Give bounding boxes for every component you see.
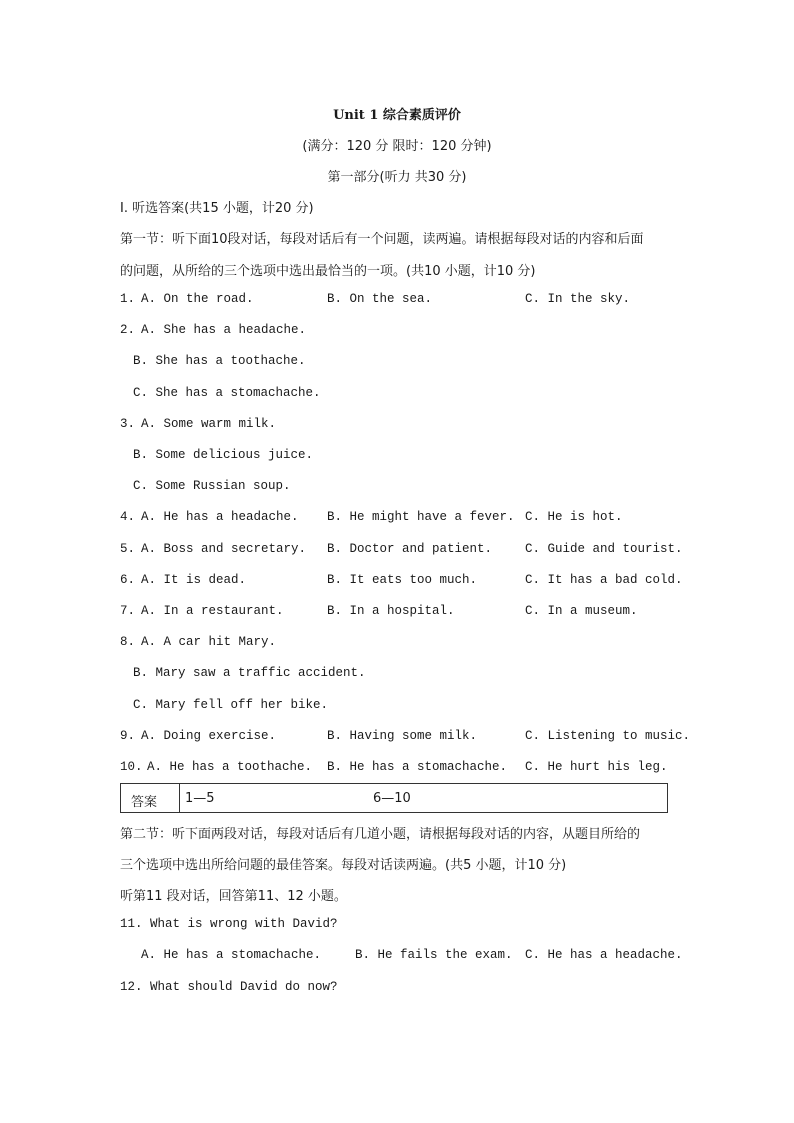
page-subtitle: (满分：120 分 限时：120 分钟)	[302, 139, 492, 154]
option-c: C. Guide and tourist.	[525, 542, 683, 556]
answer-box	[120, 783, 668, 813]
question-stem: 11. What is wrong with David?	[120, 917, 338, 931]
option-b: B. On the sea.	[327, 292, 433, 306]
option-c: C. Listening to music.	[525, 729, 691, 743]
option-c: C. He has a headache.	[525, 948, 683, 962]
option-c: C. She has a stomachache.	[133, 386, 321, 400]
option-b: B. She has a toothache.	[133, 354, 306, 368]
option-b: B. In a hospital.	[327, 604, 455, 618]
question-number: 3.	[120, 417, 136, 431]
option-a: A. Doing exercise.	[141, 729, 277, 743]
section2-instruction-line2: 三个选项中选出所给问题的最佳答案。每段对话读两遍。(共5 小题，计10 分)	[120, 858, 567, 873]
option-a: A. He has a headache.	[141, 510, 299, 524]
part-heading: 第一部分(听力 共30 分)	[327, 170, 467, 185]
option-b: B. Doctor and patient.	[327, 542, 493, 556]
option-c: C. It has a bad cold.	[525, 573, 683, 587]
option-a: A. On the road.	[141, 292, 254, 306]
option-a: A. He has a toothache.	[147, 760, 313, 774]
option-b: B. Some delicious juice.	[133, 448, 314, 462]
option-c: C. Mary fell off her bike.	[133, 698, 329, 712]
answer-range-1-5[interactable]: 1—5	[185, 791, 215, 806]
option-c: C. In a museum.	[525, 604, 638, 618]
section1-instruction-line1: 第一节：听下面10段对话，每段对话后有一个问题，读两遍。请根据每段对话的内容和后面	[120, 232, 644, 247]
section1-instruction-line2: 的问题，从所给的三个选项中选出最恰当的一项。(共10 小题，计10 分)	[120, 264, 536, 279]
question-number: 7.	[120, 604, 136, 618]
option-b: B. Mary saw a traffic accident.	[133, 666, 366, 680]
question-number: 10.	[120, 760, 143, 774]
option-c: C. He hurt his leg.	[525, 760, 668, 774]
question-number: 6.	[120, 573, 136, 587]
option-a: A. Boss and secretary.	[141, 542, 307, 556]
option-a: A. He has a stomachache.	[141, 948, 322, 962]
question-number: 1.	[120, 292, 136, 306]
question-number: 9.	[120, 729, 136, 743]
question-number: 2.	[120, 323, 136, 337]
question-number: 8.	[120, 635, 136, 649]
answer-box-divider	[179, 784, 180, 812]
question-number: 4.	[120, 510, 136, 524]
option-a: A. It is dead.	[141, 573, 247, 587]
option-b: B. Having some milk.	[327, 729, 478, 743]
section1-heading: I. 听选答案(共15 小题，计20 分)	[120, 201, 314, 216]
answer-box-label: 答案	[131, 795, 158, 810]
option-c: C. He is hot.	[525, 510, 623, 524]
page-title: Unit 1 综合素质评价	[333, 108, 461, 123]
section2-instruction-line1: 第二节：听下面两段对话，每段对话后有几道小题，请根据每段对话的内容，从题目所给的	[120, 827, 641, 842]
question-stem: 12. What should David do now?	[120, 980, 338, 994]
option-b: B. He fails the exam.	[355, 948, 513, 962]
option-c: C. In the sky.	[525, 292, 631, 306]
option-b: B. He might have a fever.	[327, 510, 515, 524]
question-number: 5.	[120, 542, 136, 556]
option-c: C. Some Russian soup.	[133, 479, 291, 493]
option-a: A. A car hit Mary.	[141, 635, 277, 649]
dialog-intro: 听第11 段对话，回答第11、12 小题。	[120, 889, 347, 904]
option-a: A. She has a headache.	[141, 323, 307, 337]
option-a: A. Some warm milk.	[141, 417, 277, 431]
option-b: B. It eats too much.	[327, 573, 478, 587]
option-b: B. He has a stomachache.	[327, 760, 508, 774]
option-a: A. In a restaurant.	[141, 604, 284, 618]
answer-range-6-10[interactable]: 6—10	[373, 791, 411, 806]
